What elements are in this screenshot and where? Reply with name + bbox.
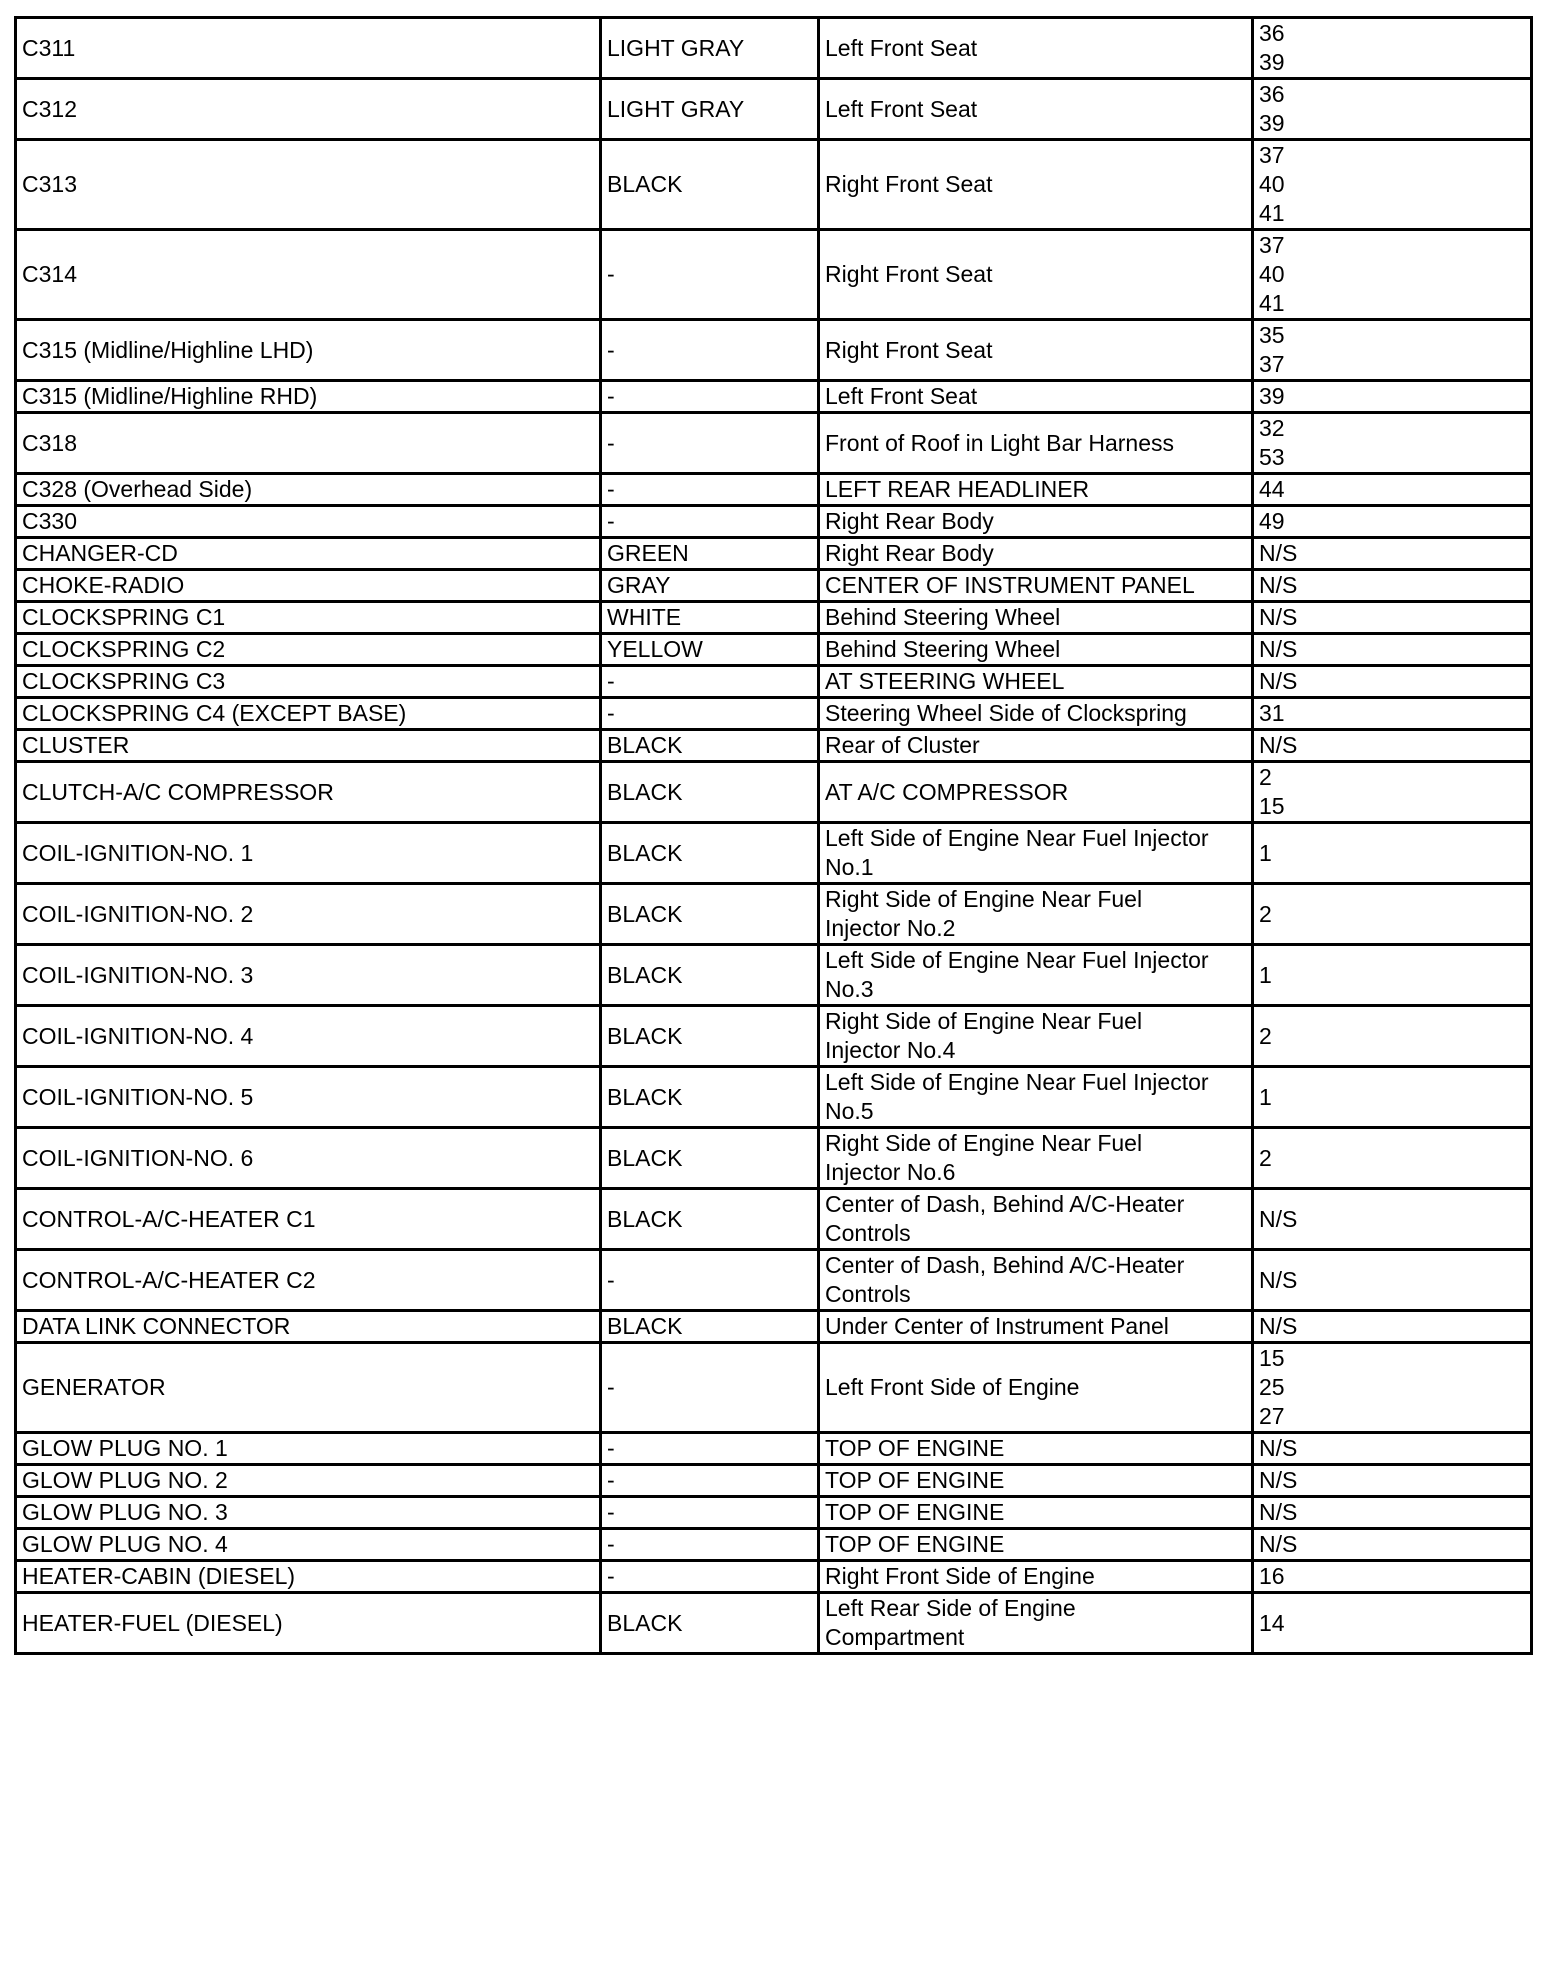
connector-color-cell: BLACK — [601, 762, 819, 823]
connector-color-cell: BLACK — [601, 884, 819, 945]
table-row — [16, 1465, 1532, 1497]
connector-location-cell: Right Front Seat — [819, 140, 1253, 230]
connector-location-cell: Right Rear Body — [819, 506, 1253, 538]
connector-name-cell: CLUTCH-A/C COMPRESSOR — [16, 762, 601, 823]
connector-location-cell: Center of Dash, Behind A/C-Heater Controls — [819, 1189, 1253, 1250]
connector-location-cell: Steering Wheel Side of Clockspring — [819, 698, 1253, 730]
connector-name-cell: C315 (Midline/Highline RHD) — [16, 381, 601, 413]
connector-name-cell: CHANGER-CD — [16, 538, 601, 570]
connector-name-cell: COIL-IGNITION-NO. 1 — [16, 823, 601, 884]
figure-number-cell: N/S — [1253, 1497, 1532, 1529]
table-body — [16, 18, 1532, 1654]
table-row — [16, 1128, 1532, 1189]
connector-name-cell: CLOCKSPRING C3 — [16, 666, 601, 698]
connector-location-cell: Center of Dash, Behind A/C-Heater Controls — [819, 1250, 1253, 1311]
connector-name-cell: C318 — [16, 413, 601, 474]
figure-number-cell: 31 — [1253, 698, 1532, 730]
connector-location-cell: Behind Steering Wheel — [819, 634, 1253, 666]
connector-name-cell: HEATER-CABIN (DIESEL) — [16, 1561, 601, 1593]
connector-name-cell: CLOCKSPRING C4 (EXCEPT BASE) — [16, 698, 601, 730]
table-row — [16, 945, 1532, 1006]
table-row — [16, 538, 1532, 570]
table-row — [16, 1529, 1532, 1561]
connector-location-cell: Right Front Seat — [819, 320, 1253, 381]
connector-location-cell: Under Center of Instrument Panel — [819, 1311, 1253, 1343]
connector-name-cell: COIL-IGNITION-NO. 3 — [16, 945, 601, 1006]
connector-location-cell: Right Rear Body — [819, 538, 1253, 570]
connector-name-cell: COIL-IGNITION-NO. 6 — [16, 1128, 601, 1189]
connector-color-cell: - — [601, 1561, 819, 1593]
table-row — [16, 1343, 1532, 1433]
figure-number-cell: 2 15 — [1253, 762, 1532, 823]
table-row — [16, 730, 1532, 762]
figure-number-cell: 37 40 41 — [1253, 230, 1532, 320]
connector-location-cell: Left Front Seat — [819, 79, 1253, 140]
connector-color-cell: BLACK — [601, 1189, 819, 1250]
connector-color-cell: BLACK — [601, 945, 819, 1006]
connector-color-cell: WHITE — [601, 602, 819, 634]
connector-name-cell: GENERATOR — [16, 1343, 601, 1433]
figure-number-cell: 14 — [1253, 1593, 1532, 1654]
connector-color-cell: - — [601, 1465, 819, 1497]
figure-number-cell: N/S — [1253, 1529, 1532, 1561]
table-row — [16, 1067, 1532, 1128]
connector-color-cell: GRAY — [601, 570, 819, 602]
connector-name-cell: CONTROL-A/C-HEATER C2 — [16, 1250, 601, 1311]
connector-location-cell: Left Front Seat — [819, 381, 1253, 413]
connector-name-cell: COIL-IGNITION-NO. 5 — [16, 1067, 601, 1128]
connector-location-cell: AT STEERING WHEEL — [819, 666, 1253, 698]
table-row — [16, 762, 1532, 823]
connector-name-cell: COIL-IGNITION-NO. 4 — [16, 1006, 601, 1067]
figure-number-cell: 2 — [1253, 1128, 1532, 1189]
table-row — [16, 884, 1532, 945]
connector-location-cell: Left Side of Engine Near Fuel Injector No.5 — [819, 1067, 1253, 1128]
connector-location-cell: Right Side of Engine Near Fuel Injector No.2 — [819, 884, 1253, 945]
connector-location-cell: Left Front Side of Engine — [819, 1343, 1253, 1433]
figure-number-cell: 37 40 41 — [1253, 140, 1532, 230]
figure-number-cell: N/S — [1253, 538, 1532, 570]
connector-color-cell: YELLOW — [601, 634, 819, 666]
table-row — [16, 1561, 1532, 1593]
figure-number-cell: N/S — [1253, 634, 1532, 666]
figure-number-cell: N/S — [1253, 1465, 1532, 1497]
connector-color-cell: - — [601, 1497, 819, 1529]
table-row — [16, 381, 1532, 413]
figure-number-cell: 36 39 — [1253, 79, 1532, 140]
figure-number-cell: 2 — [1253, 884, 1532, 945]
connector-location-cell: Rear of Cluster — [819, 730, 1253, 762]
connector-location-cell: TOP OF ENGINE — [819, 1465, 1253, 1497]
table-row — [16, 18, 1532, 79]
figure-number-cell: N/S — [1253, 666, 1532, 698]
connector-color-cell: - — [601, 381, 819, 413]
table-row — [16, 320, 1532, 381]
connector-color-cell: BLACK — [601, 1311, 819, 1343]
table-row — [16, 666, 1532, 698]
table-row — [16, 1250, 1532, 1311]
connector-name-cell: C315 (Midline/Highline LHD) — [16, 320, 601, 381]
connector-color-cell: GREEN — [601, 538, 819, 570]
table-row — [16, 698, 1532, 730]
figure-number-cell: 39 — [1253, 381, 1532, 413]
figure-number-cell: N/S — [1253, 602, 1532, 634]
connector-color-cell: - — [601, 698, 819, 730]
figure-number-cell: 15 25 27 — [1253, 1343, 1532, 1433]
connector-location-cell: Right Side of Engine Near Fuel Injector No.6 — [819, 1128, 1253, 1189]
connector-name-cell: GLOW PLUG NO. 3 — [16, 1497, 601, 1529]
connector-location-table — [14, 16, 1533, 1655]
figure-number-cell: N/S — [1253, 1189, 1532, 1250]
table-row — [16, 1311, 1532, 1343]
table-row — [16, 634, 1532, 666]
table-row — [16, 570, 1532, 602]
connector-color-cell: BLACK — [601, 140, 819, 230]
connector-color-cell: BLACK — [601, 823, 819, 884]
connector-color-cell: BLACK — [601, 1128, 819, 1189]
figure-number-cell: 1 — [1253, 823, 1532, 884]
connector-name-cell: CLUSTER — [16, 730, 601, 762]
connector-name-cell: DATA LINK CONNECTOR — [16, 1311, 601, 1343]
figure-number-cell: 2 — [1253, 1006, 1532, 1067]
figure-number-cell: N/S — [1253, 1250, 1532, 1311]
table-row — [16, 823, 1532, 884]
table-row — [16, 1006, 1532, 1067]
connector-location-cell: LEFT REAR HEADLINER — [819, 474, 1253, 506]
connector-location-cell: TOP OF ENGINE — [819, 1433, 1253, 1465]
connector-color-cell: - — [601, 506, 819, 538]
connector-color-cell: BLACK — [601, 1067, 819, 1128]
connector-name-cell: HEATER-FUEL (DIESEL) — [16, 1593, 601, 1654]
figure-number-cell: 36 39 — [1253, 18, 1532, 79]
connector-name-cell: CLOCKSPRING C2 — [16, 634, 601, 666]
figure-number-cell: N/S — [1253, 730, 1532, 762]
connector-name-cell: GLOW PLUG NO. 2 — [16, 1465, 601, 1497]
connector-location-cell: Left Side of Engine Near Fuel Injector No.3 — [819, 945, 1253, 1006]
connector-color-cell: - — [601, 666, 819, 698]
connector-color-cell: LIGHT GRAY — [601, 79, 819, 140]
connector-name-cell: C314 — [16, 230, 601, 320]
table-row — [16, 1189, 1532, 1250]
figure-number-cell: 35 37 — [1253, 320, 1532, 381]
figure-number-cell: 1 — [1253, 945, 1532, 1006]
figure-number-cell: 16 — [1253, 1561, 1532, 1593]
figure-number-cell: 1 — [1253, 1067, 1532, 1128]
figure-number-cell: N/S — [1253, 570, 1532, 602]
figure-number-cell: 32 53 — [1253, 413, 1532, 474]
table-row — [16, 230, 1532, 320]
connector-name-cell: CHOKE-RADIO — [16, 570, 601, 602]
connector-name-cell: GLOW PLUG NO. 4 — [16, 1529, 601, 1561]
table-row — [16, 602, 1532, 634]
connector-name-cell: C330 — [16, 506, 601, 538]
connector-color-cell: - — [601, 230, 819, 320]
connector-color-cell: - — [601, 320, 819, 381]
connector-color-cell: BLACK — [601, 730, 819, 762]
figure-number-cell: N/S — [1253, 1433, 1532, 1465]
figure-number-cell: 49 — [1253, 506, 1532, 538]
connector-location-cell: Left Side of Engine Near Fuel Injector No.1 — [819, 823, 1253, 884]
connector-color-cell: BLACK — [601, 1006, 819, 1067]
connector-location-cell: Right Front Seat — [819, 230, 1253, 320]
connector-location-cell: TOP OF ENGINE — [819, 1497, 1253, 1529]
connector-name-cell: C311 — [16, 18, 601, 79]
connector-name-cell: COIL-IGNITION-NO. 2 — [16, 884, 601, 945]
connector-location-cell: CENTER OF INSTRUMENT PANEL — [819, 570, 1253, 602]
connector-location-cell: Left Rear Side of Engine Compartment — [819, 1593, 1253, 1654]
connector-location-cell: Behind Steering Wheel — [819, 602, 1253, 634]
connector-color-cell: - — [601, 1343, 819, 1433]
table-row — [16, 140, 1532, 230]
table-row — [16, 474, 1532, 506]
connector-name-cell: C313 — [16, 140, 601, 230]
connector-location-cell: TOP OF ENGINE — [819, 1529, 1253, 1561]
connector-location-cell: Front of Roof in Light Bar Harness — [819, 413, 1253, 474]
connector-location-cell: Right Side of Engine Near Fuel Injector No.4 — [819, 1006, 1253, 1067]
connector-name-cell: C312 — [16, 79, 601, 140]
connector-location-cell: Right Front Side of Engine — [819, 1561, 1253, 1593]
connector-location-cell: AT A/C COMPRESSOR — [819, 762, 1253, 823]
connector-name-cell: GLOW PLUG NO. 1 — [16, 1433, 601, 1465]
figure-number-cell: N/S — [1253, 1311, 1532, 1343]
connector-color-cell: - — [601, 474, 819, 506]
connector-color-cell: - — [601, 1250, 819, 1311]
table-row — [16, 413, 1532, 474]
connector-color-cell: BLACK — [601, 1593, 819, 1654]
table-row — [16, 1593, 1532, 1654]
table-row — [16, 1497, 1532, 1529]
connector-color-cell: LIGHT GRAY — [601, 18, 819, 79]
table-row — [16, 79, 1532, 140]
connector-color-cell: - — [601, 1433, 819, 1465]
connector-location-cell: Left Front Seat — [819, 18, 1253, 79]
connector-name-cell: CONTROL-A/C-HEATER C1 — [16, 1189, 601, 1250]
table-row — [16, 506, 1532, 538]
figure-number-cell: 44 — [1253, 474, 1532, 506]
connector-name-cell: CLOCKSPRING C1 — [16, 602, 601, 634]
connector-color-cell: - — [601, 413, 819, 474]
connector-name-cell: C328 (Overhead Side) — [16, 474, 601, 506]
table-row — [16, 1433, 1532, 1465]
connector-color-cell: - — [601, 1529, 819, 1561]
